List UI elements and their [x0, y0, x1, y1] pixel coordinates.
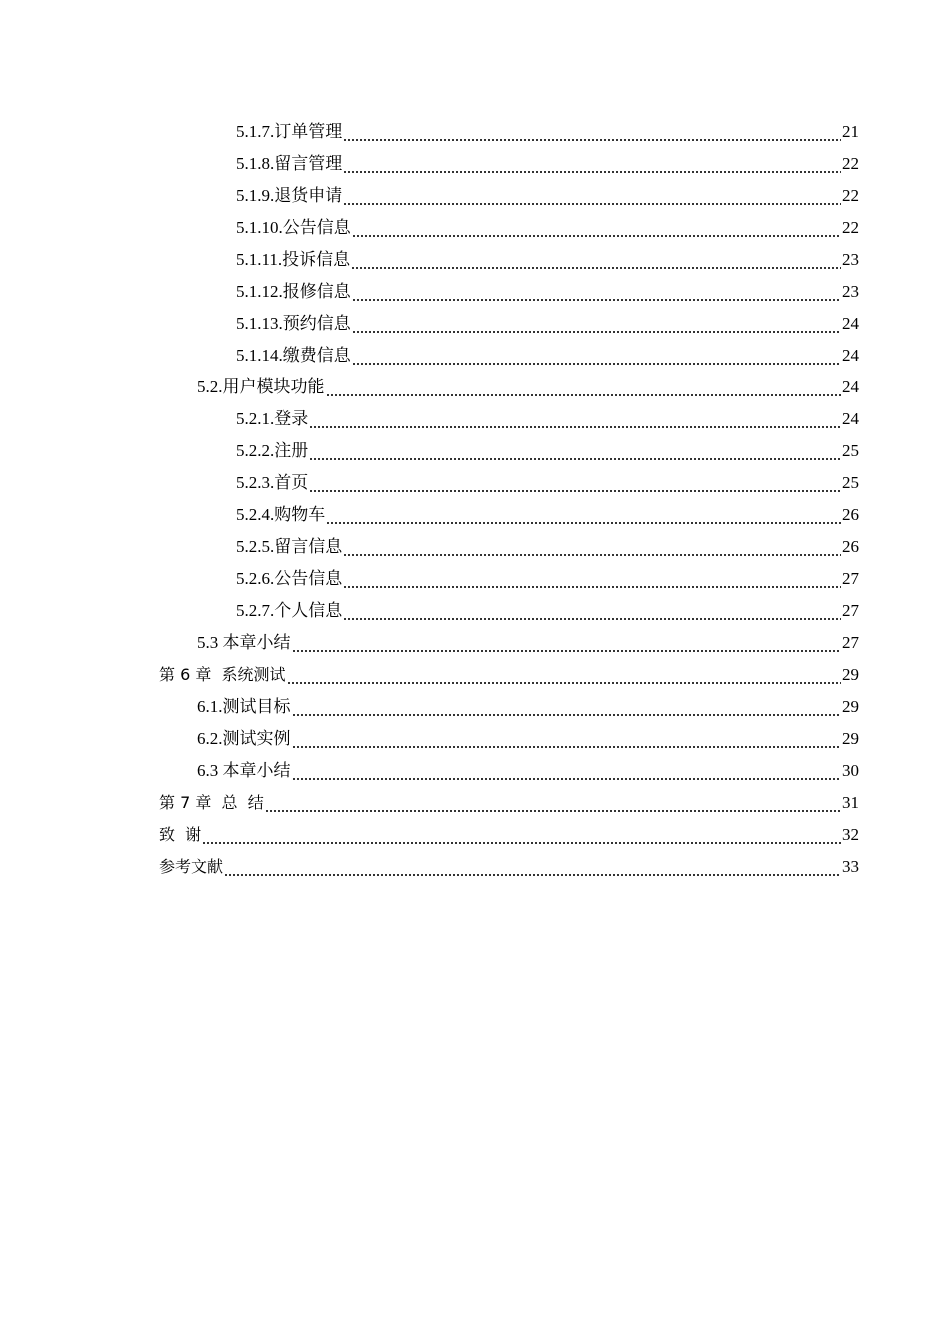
toc-entry-page-number: 33	[842, 856, 859, 876]
toc-entry-6-1[interactable]	[0, 691, 950, 723]
toc-entry-page-number: 27	[842, 632, 859, 652]
toc-entry-5-2-3[interactable]	[0, 467, 950, 499]
dot-leader	[343, 171, 841, 173]
toc-entry-page-number: 31	[842, 792, 859, 812]
toc-entry-page-number: 27	[842, 569, 859, 589]
toc-entry-page-number: 32	[842, 824, 859, 844]
toc-entry-title: 5.2.6.公告信息	[236, 569, 343, 589]
toc-entry-5-1-7[interactable]	[0, 116, 950, 148]
toc-entry-5-1-11[interactable]	[0, 244, 950, 276]
toc-entry-title: 5.2.3.首页	[236, 473, 309, 493]
toc-entry-title: 5.1.10.公告信息	[236, 217, 351, 237]
toc-entry-page-number: 29	[842, 664, 859, 684]
toc-entry-page-number: 29	[842, 728, 859, 748]
dot-leader	[343, 554, 841, 556]
toc-entry-title: 5.1.11.投诉信息	[236, 249, 351, 269]
toc-entry-title: 5.2.2.注册	[236, 441, 309, 461]
dot-leader	[352, 363, 841, 365]
toc-entry-page-number: 29	[842, 696, 859, 716]
toc-entry-page-number: 21	[842, 121, 859, 141]
toc-entry-5-2-5[interactable]	[0, 531, 950, 563]
dot-leader	[326, 394, 842, 396]
toc-entry-page-number: 30	[842, 760, 859, 780]
toc-entry-page-number: 24	[842, 409, 859, 429]
toc-entry-6-2[interactable]	[0, 723, 950, 755]
toc-entry-title: 5.2.4.购物车	[236, 505, 326, 525]
toc-entry-page-number: 27	[842, 601, 859, 621]
dot-leader	[351, 267, 841, 269]
dot-leader	[326, 522, 841, 524]
toc-entry-title: 5.1.12.报修信息	[236, 281, 351, 301]
toc-entry-references[interactable]	[0, 851, 950, 883]
toc-entry-page-number: 22	[842, 217, 859, 237]
toc-entry-5-2-7[interactable]	[0, 595, 950, 627]
dot-leader	[287, 682, 841, 684]
toc-entry-page-number: 25	[842, 441, 859, 461]
toc-entry-5-1-8[interactable]	[0, 148, 950, 180]
toc-entry-5-1-10[interactable]	[0, 212, 950, 244]
toc-entry-title: 5.1.13.预约信息	[236, 313, 351, 333]
toc-entry-title: 致 谢	[159, 824, 202, 844]
toc-entry-title: 5.2.5.留言信息	[236, 537, 343, 557]
toc-entry-title: 6.3 本章小结	[197, 760, 291, 780]
toc-entry-5-3[interactable]	[0, 627, 950, 659]
toc-entry-title: 5.1.8.留言管理	[236, 153, 343, 173]
toc-entry-page-number: 24	[842, 313, 859, 333]
dot-leader	[292, 778, 842, 780]
toc-entry-title: 参考文献	[159, 856, 224, 876]
dot-leader	[265, 810, 841, 812]
dot-leader	[309, 458, 841, 460]
toc-entry-page-number: 24	[842, 345, 859, 365]
toc-entry-title: 5.2.用户模块功能	[197, 377, 325, 397]
toc-entry-page-number: 26	[842, 537, 859, 557]
dot-leader	[292, 746, 842, 748]
toc-entry-5-2[interactable]	[0, 372, 950, 404]
dot-leader	[343, 586, 841, 588]
toc-entry-chapter-6[interactable]	[0, 659, 950, 691]
toc-entry-page-number: 23	[842, 249, 859, 269]
toc-entry-title: 5.1.14.缴费信息	[236, 345, 351, 365]
dot-leader	[292, 714, 842, 716]
toc-entry-page-number: 25	[842, 473, 859, 493]
toc-entry-page-number: 26	[842, 505, 859, 525]
toc-entry-6-3[interactable]	[0, 755, 950, 787]
toc-entry-5-1-9[interactable]	[0, 180, 950, 212]
dot-leader	[292, 650, 842, 652]
toc-entry-acknowledgements[interactable]	[0, 819, 950, 851]
dot-leader	[352, 331, 841, 333]
toc-entry-page-number: 22	[842, 153, 859, 173]
toc-entry-5-1-12[interactable]	[0, 276, 950, 308]
dot-leader	[309, 426, 841, 428]
toc-entry-page-number: 23	[842, 281, 859, 301]
toc-entry-5-2-1[interactable]	[0, 403, 950, 435]
toc-entry-5-2-6[interactable]	[0, 563, 950, 595]
toc-entry-title: 6.2.测试实例	[197, 728, 291, 748]
toc-entry-title: 第 6 章 系统测试	[159, 664, 286, 684]
toc-entry-title: 5.3 本章小结	[197, 632, 291, 652]
toc-entry-5-1-13[interactable]	[0, 308, 950, 340]
dot-leader	[343, 139, 841, 141]
toc-entry-title: 5.1.7.订单管理	[236, 121, 343, 141]
dot-leader	[202, 842, 841, 844]
dot-leader	[343, 203, 841, 205]
dot-leader	[343, 618, 841, 620]
toc-entry-title: 6.1.测试目标	[197, 696, 291, 716]
toc-entry-title: 第 7 章 总 结	[159, 792, 264, 812]
dot-leader	[309, 490, 841, 492]
toc-entry-title: 5.2.7.个人信息	[236, 601, 343, 621]
toc-entry-5-1-14[interactable]	[0, 340, 950, 372]
toc-entry-title: 5.2.1.登录	[236, 409, 309, 429]
table-of-contents	[0, 116, 950, 883]
toc-entry-title: 5.1.9.退货申请	[236, 185, 343, 205]
toc-entry-page-number: 24	[842, 377, 859, 397]
toc-entry-5-2-2[interactable]	[0, 435, 950, 467]
toc-entry-page-number: 22	[842, 185, 859, 205]
toc-entry-5-2-4[interactable]	[0, 499, 950, 531]
dot-leader	[224, 874, 841, 876]
dot-leader	[352, 235, 841, 237]
toc-entry-chapter-7[interactable]	[0, 787, 950, 819]
dot-leader	[352, 299, 841, 301]
